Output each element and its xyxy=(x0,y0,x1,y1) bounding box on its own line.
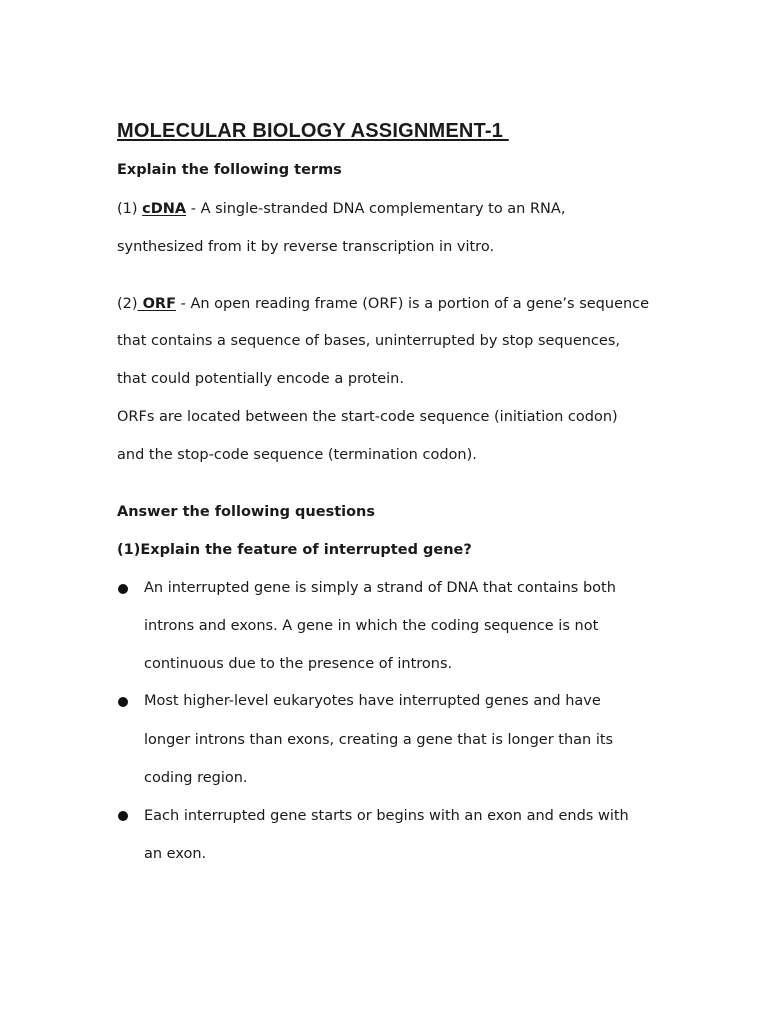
bullet-dot xyxy=(118,697,128,707)
term-cdna-line-2: synthesized from it by reverse transcription in vitro. xyxy=(117,239,495,255)
section-heading-terms: Explain the following terms xyxy=(117,162,342,178)
question-1: (1)Explain the feature of interrupted gene? xyxy=(117,542,472,558)
term-orf-label: ORF xyxy=(137,296,176,312)
term-number: (1) xyxy=(117,201,143,217)
term-orf-line-5: and the stop-code sequence (termination codon). xyxy=(117,447,477,463)
term-orf-definition: - An open reading frame (ORF) is a portion of a gene’s sequence xyxy=(176,296,650,312)
bullet-dot xyxy=(118,811,128,821)
bullet-1-line-2: introns and exons. A gene in which the coding sequence is not xyxy=(144,618,599,634)
bullet-3-line-2: an exon. xyxy=(144,846,207,862)
bullet-2-line-2: longer introns than exons, creating a gene that is longer than its xyxy=(144,732,614,748)
term-orf-line-2: that contains a sequence of bases, uninterrupted by stop sequences, xyxy=(117,333,620,349)
bullet-dot xyxy=(118,584,128,594)
bullet-1-line-1: An interrupted gene is simply a strand of DNA that contains both xyxy=(144,580,616,596)
term-cdna-definition: - A single-stranded DNA complementary to an RNA, xyxy=(186,201,566,217)
section-heading-questions: Answer the following questions xyxy=(117,504,376,520)
term-cdna-line-1 xyxy=(117,199,565,219)
document-title: MOLECULAR BIOLOGY ASSIGNMENT-1 xyxy=(117,120,509,142)
bullet-2-line-1: Most higher-level eukaryotes have interrupted genes and have xyxy=(144,693,601,709)
bullet-2-line-3: coding region. xyxy=(144,770,248,786)
bullet-1-line-3: continuous due to the presence of introns. xyxy=(144,656,453,672)
term-number: (2) xyxy=(117,296,138,312)
term-cdna-label: cDNA xyxy=(142,201,187,217)
term-orf-line-1 xyxy=(117,294,649,314)
term-orf-line-4: ORFs are located between the start-code sequence (initiation codon) xyxy=(117,409,618,425)
bullet-3-line-1: Each interrupted gene starts or begins with an exon and ends with xyxy=(144,808,629,824)
term-orf-line-3: that could potentially encode a protein. xyxy=(117,371,404,387)
